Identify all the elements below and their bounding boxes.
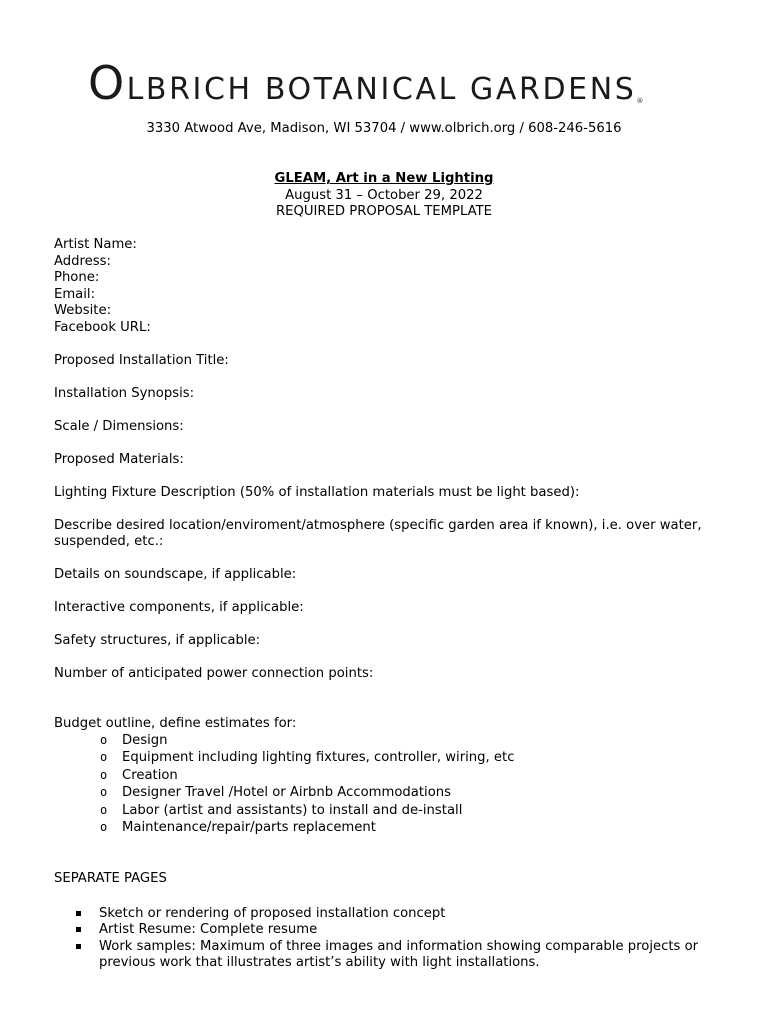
field-artist-name: Artist Name: — [54, 237, 137, 252]
separate-pages-list — [54, 906, 724, 972]
list-marker: o — [100, 733, 108, 747]
list-item: Work samples: Maximum of three images and information showing comparable projects or previous work that illustrates artist’s ability with light installations. — [76, 939, 724, 972]
date-range: August 31 – October 29, 2022 — [285, 187, 483, 203]
question-safety: Safety structures, if applicable: — [54, 633, 261, 648]
field-website: Website: — [54, 303, 112, 318]
field-address: Address: — [54, 253, 111, 269]
list-marker: o — [100, 785, 108, 800]
list-item: o Equipment including lighting fixtures, controller, wiring, etc — [100, 750, 515, 766]
document-title: GLEAM, Art in a New Lighting — [274, 171, 494, 186]
field-email: Email: — [54, 286, 96, 302]
form-body — [54, 237, 724, 972]
contact-line: 3330 Atwood Ave, Madison, WI 53704 / www.olbrich.org / 608-246-5616 — [146, 121, 622, 136]
list-item: o Designer Travel /Hotel or Airbnb Accommodations — [100, 785, 452, 801]
question-lighting-fixture: Lighting Fixture Description (50% of installation materials must be light based): — [54, 484, 580, 500]
square-bullet — [76, 911, 81, 916]
logo-registered-mark: ® — [636, 97, 644, 105]
budget-list — [54, 732, 724, 836]
separate-pages-heading: SEPARATE PAGES — [54, 871, 167, 887]
list-marker: o — [100, 750, 108, 765]
square-bullet — [76, 927, 81, 932]
question-power-points: Number of anticipated power connection points: — [54, 666, 374, 681]
field-phone: Phone: — [54, 270, 100, 285]
list-marker: o — [100, 802, 108, 817]
question-interactive: Interactive components, if applicable: — [54, 600, 304, 615]
olbrich-logo — [88, 56, 658, 110]
square-bullet — [76, 944, 81, 949]
list-marker: o — [100, 767, 108, 782]
title-block — [0, 171, 768, 221]
list-item: Sketch or rendering of proposed installation concept — [76, 906, 724, 923]
list-item: o Design — [100, 733, 168, 748]
list-item: o Maintenance/repair/parts replacement — [100, 819, 376, 835]
template-label: REQUIRED PROPOSAL TEMPLATE — [275, 204, 493, 219]
list-item: o Labor (artist and assistants) to install and de-install — [100, 802, 463, 818]
logo-text: LBRICH BOTANICAL GARDENS — [126, 72, 637, 107]
question-synopsis: Installation Synopsis: — [54, 385, 195, 401]
field-facebook-url: Facebook URL: — [54, 319, 151, 335]
question-soundscape: Details on soundscape, if applicable: — [54, 567, 297, 582]
list-item: Artist Resume: Complete resume — [76, 922, 724, 939]
question-installation-title: Proposed Installation Title: — [54, 352, 229, 368]
logo-initial: O — [88, 56, 127, 110]
question-location: Describe desired location/enviroment/atmosphere (specific garden area if known), i.e. over water, suspended, etc.: — [54, 517, 702, 549]
list-marker: o — [100, 819, 108, 834]
question-materials: Proposed Materials: — [54, 451, 184, 467]
list-item: o Creation — [100, 767, 178, 783]
budget-heading: Budget outline, define estimates for: — [54, 715, 297, 731]
question-scale: Scale / Dimensions: — [54, 418, 184, 434]
